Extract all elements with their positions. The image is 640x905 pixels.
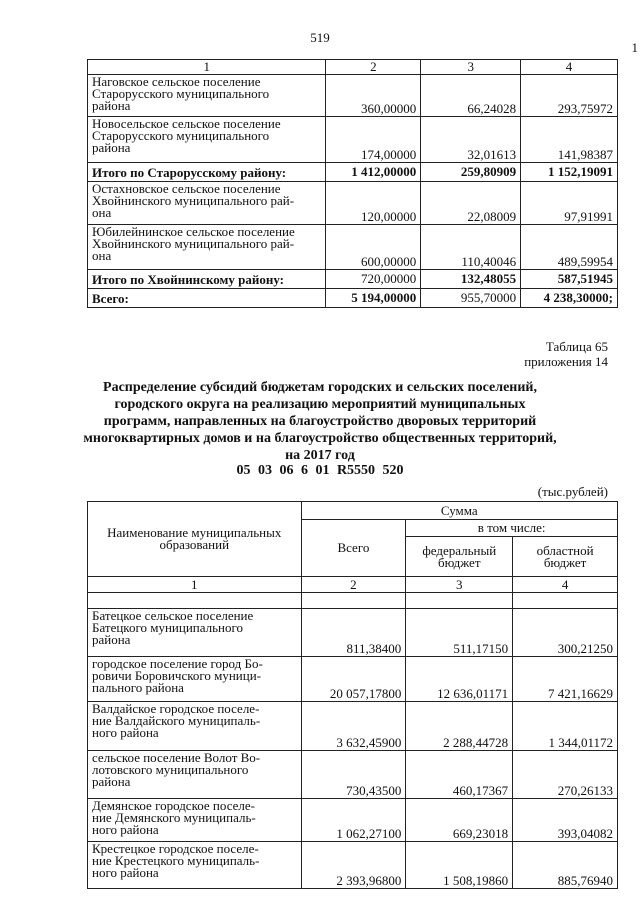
value-federal: 12 636,01171: [406, 657, 513, 702]
row-name: [88, 702, 302, 751]
document-title: [40, 379, 600, 464]
value-col4: 587,51945: [521, 270, 618, 289]
col-number-1: 1: [88, 577, 302, 593]
value-total: 20 057,17800: [301, 657, 406, 702]
name-line: она: [92, 248, 112, 263]
value-total: 2 393,96800: [301, 842, 406, 889]
table-2-header-row: [88, 502, 618, 520]
name-line: Хвойнинского муниципального рай-: [92, 236, 295, 251]
value-regional: 300,21250: [513, 609, 618, 657]
name-line: ние Демянского муниципаль-: [92, 810, 256, 825]
name-line: ние Валдайского муниципаль-: [92, 713, 261, 728]
table-row: [88, 751, 618, 799]
table-row: [88, 702, 618, 751]
name-line: лотовского муниципального: [92, 762, 249, 777]
name-line: она: [92, 205, 112, 220]
header-line: Наименование муниципальных: [107, 525, 282, 540]
spacer-row: [88, 593, 618, 609]
value-regional: 7 421,16629: [513, 657, 618, 702]
subtotal-row: [88, 163, 618, 182]
value-col3: 132,48055: [421, 270, 521, 289]
value-regional: 1 344,01172: [513, 702, 618, 751]
table-row: [88, 657, 618, 702]
name-line: Батецкое сельское поселение: [92, 608, 254, 623]
table-1-header-row: [88, 60, 618, 75]
value-federal: 460,17367: [406, 751, 513, 799]
value-regional: 885,76940: [513, 842, 618, 889]
name-line: Хвойнинского муниципального рай-: [92, 193, 295, 208]
header-line: бюджет: [437, 554, 481, 570]
table-1: [87, 59, 618, 308]
name-line: района: [92, 632, 131, 647]
col-number-4: 4: [513, 577, 618, 593]
row-name: [88, 117, 326, 163]
header-regional: [513, 537, 618, 577]
name-line: района: [92, 774, 131, 789]
name-line: пального района: [92, 680, 184, 695]
row-name: Итого по Хвойнинскому району:: [88, 270, 326, 289]
value-col3: 259,80909: [421, 163, 521, 182]
value-federal: 511,17150: [406, 609, 513, 657]
name-line: Наговское сельское поселение: [92, 74, 261, 89]
value-col3: 22,08009: [421, 182, 521, 225]
title-line: на 2017 год: [285, 448, 355, 463]
spacer-cell: [301, 593, 406, 609]
value-federal: 669,23018: [406, 799, 513, 842]
value-total: 3 632,45900: [301, 702, 406, 751]
value-total: 600,00000: [326, 225, 421, 270]
row-name: Всего:: [88, 289, 326, 308]
name-line: ровичи Боровичского муници-: [92, 668, 262, 683]
name-line: района: [92, 140, 131, 155]
title-line: программ, направленных на благоустройство дворовых территорий: [103, 414, 537, 429]
value-col4: 141,98387: [521, 117, 618, 163]
total-row: [88, 289, 618, 308]
value-total: 730,43500: [301, 751, 406, 799]
col-number-2: 2: [326, 60, 421, 75]
table-row: [88, 182, 618, 225]
value-total: 120,00000: [326, 182, 421, 225]
value-federal: 2 288,44728: [406, 702, 513, 751]
value-total: 720,00000: [326, 270, 421, 289]
header-federal: [406, 537, 513, 577]
name-line: ного района: [92, 865, 159, 880]
name-line: Крестецкое городское поселе-: [92, 841, 259, 856]
value-total: 5 194,00000: [326, 289, 421, 308]
header-line: федеральный: [422, 542, 497, 558]
header-line: областной: [536, 542, 594, 558]
spacer-cell: [406, 593, 513, 609]
title-line: многоквартирных домов и на благоустройство общественных территорий,: [83, 431, 557, 446]
value-col4: 489,59954: [521, 225, 618, 270]
name-line: Остахновское сельское поселение: [92, 181, 281, 196]
value-col4: 1 152,19091: [521, 163, 618, 182]
spacer-cell: [513, 593, 618, 609]
value-col4: 4 238,30000;: [521, 289, 618, 308]
table-row: [88, 842, 618, 889]
value-total: 1 412,00000: [326, 163, 421, 182]
table-row: [88, 609, 618, 657]
name-line: Валдайское городское поселе-: [92, 701, 260, 716]
spacer-cell: [88, 593, 302, 609]
name-line: ного района: [92, 822, 159, 837]
col-number-2: 2: [301, 577, 406, 593]
header-line: бюджет: [543, 554, 587, 570]
table-row: [88, 117, 618, 163]
title-line: Распределение субсидий бюджетам городских и сельских поселений,: [103, 380, 537, 395]
row-name: [88, 182, 326, 225]
value-col3: 32,01613: [421, 117, 521, 163]
name-line: района: [92, 98, 131, 113]
name-line: городское поселение город Бо-: [92, 656, 263, 671]
budget-code: 05 03 06 6 01 R5550 520: [236, 463, 404, 478]
table-row: [88, 799, 618, 842]
row-name: [88, 609, 302, 657]
value-federal: 1 508,19860: [406, 842, 513, 889]
subtotal-row: [88, 270, 618, 289]
row-name: [88, 751, 302, 799]
name-line: сельское поселение Волот Во-: [92, 750, 261, 765]
row-name: Итого по Старорусскому району:: [88, 163, 326, 182]
value-col3: 66,24028: [421, 75, 521, 117]
value-col4: 293,75972: [521, 75, 618, 117]
name-line: Юбилейнинское сельское поселение: [92, 224, 295, 239]
value-col3: 110,40046: [421, 225, 521, 270]
header-sum: Сумма: [301, 502, 618, 520]
header-including: в том числе:: [406, 520, 618, 537]
edge-mark: 1: [631, 40, 638, 55]
name-line: Демянское городское поселе-: [92, 798, 255, 813]
header-line: образований: [159, 537, 230, 552]
name-line: Старорусского муниципального: [92, 128, 270, 143]
page-number: 519: [310, 30, 330, 45]
value-total: 174,00000: [326, 117, 421, 163]
table-2: [87, 501, 618, 889]
value-regional: 270,26133: [513, 751, 618, 799]
row-name: [88, 842, 302, 889]
col-number-1: 1: [88, 60, 326, 75]
value-regional: 393,04082: [513, 799, 618, 842]
name-line: Батецкого муниципального: [92, 620, 243, 635]
row-name: [88, 799, 302, 842]
table-row: [88, 225, 618, 270]
value-total: 811,38400: [301, 609, 406, 657]
title-line: городского округа на реализацию мероприятий муниципальных: [114, 397, 526, 412]
value-total: 1 062,27100: [301, 799, 406, 842]
unit-label: (тыс.рублей): [537, 484, 608, 499]
row-name: [88, 225, 326, 270]
header-name: [88, 502, 302, 577]
column-numbers-row: [88, 577, 618, 593]
caption-table-number: Таблица 65: [545, 339, 608, 354]
name-line: Новосельское сельское поселение: [92, 116, 281, 131]
name-line: Старорусского муниципального: [92, 86, 270, 101]
col-number-4: 4: [521, 60, 618, 75]
name-line: ние Крестецкого муниципаль-: [92, 853, 260, 868]
header-total: Всего: [301, 520, 406, 577]
name-line: ного района: [92, 725, 159, 740]
row-name: [88, 657, 302, 702]
col-number-3: 3: [406, 577, 513, 593]
row-name: [88, 75, 326, 117]
value-col3: 955,70000: [421, 289, 521, 308]
table-caption: [524, 339, 608, 369]
caption-appendix: приложения 14: [524, 354, 608, 369]
col-number-3: 3: [421, 60, 521, 75]
value-col4: 97,91991: [521, 182, 618, 225]
table-row: [88, 75, 618, 117]
value-total: 360,00000: [326, 75, 421, 117]
